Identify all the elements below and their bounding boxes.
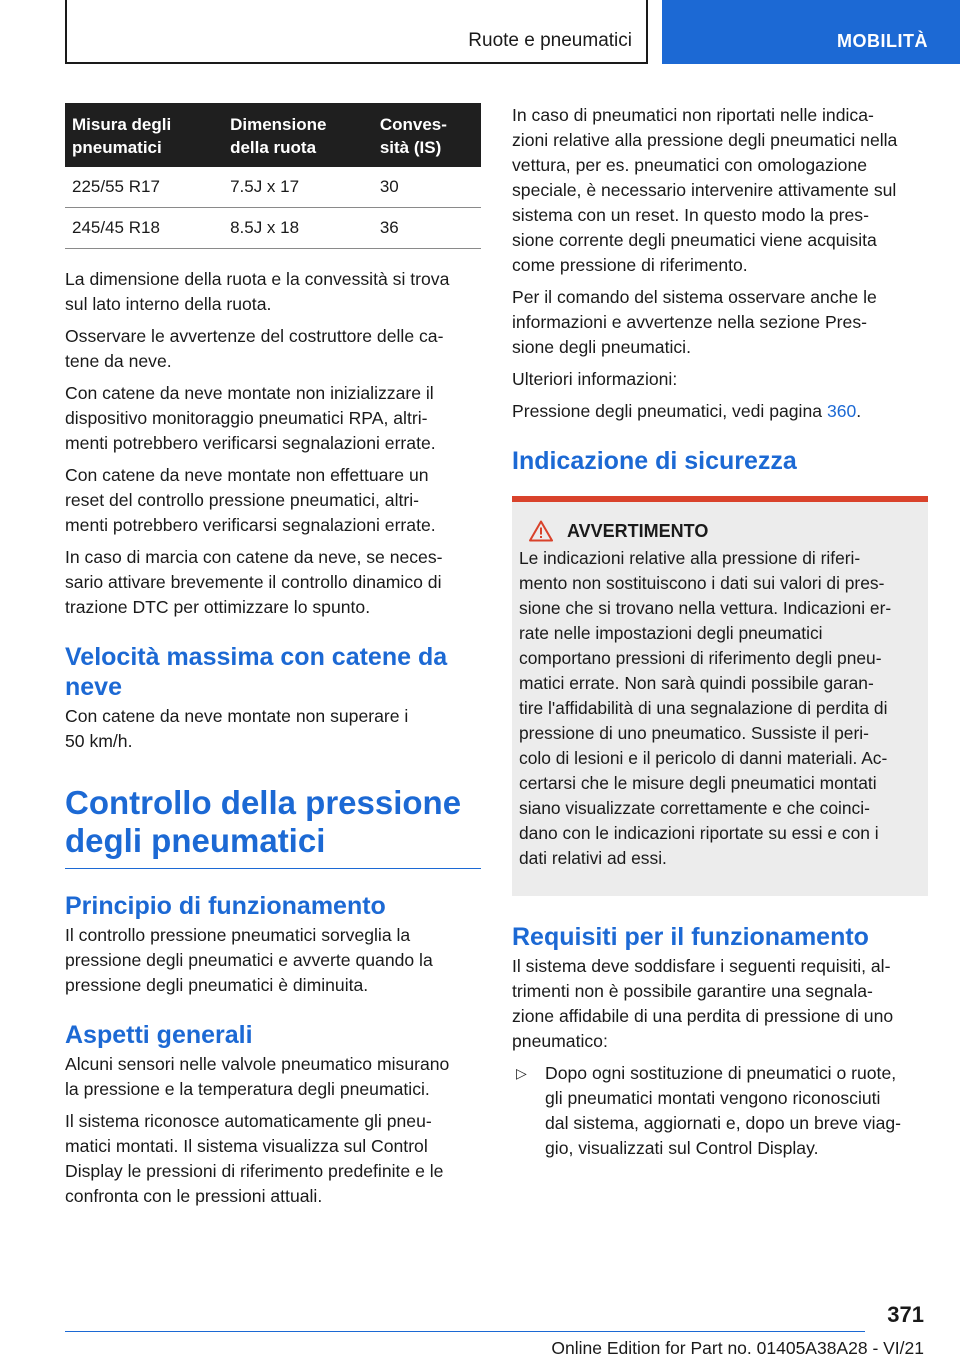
- warning-text: Le indicazioni relative alla pressione di riferi- mento non sostituiscono i dati sui valori di pres- sione che si trovano nella vettura. Indicazioni er- rate nelle impostazioni degli pneumatici comportano pressioni di riferimento degli pneu- matici errate. Non sarà quindi possibile garan- tire l'affidabilità di una segnalazione di perdita di pressione di uno pneumatico. Sussiste il peri- colo di lesioni e il pericolo di danni materiali. Ac- certarsi che le misure degli pneumatici montati siano visualizzate correttamente e che coinci- dano con le indicazioni riportate su essi e con i dati relativi ad essi.: [519, 548, 892, 868]
- heading-requirements: Requisiti per il funzionamento: [512, 923, 869, 951]
- footer-edition: Online Edition for Part no. 01405A38A28 - VI/21: [551, 1338, 924, 1358]
- paragraph-reset: Con catene da neve montate non effettuare un reset del controllo pressione pneumatici, altri- menti potrebbero verificarsi segnalazioni errate.: [65, 465, 436, 535]
- heading-max-speed: Velocità massima con catene da neve: [65, 643, 448, 701]
- chapter-title: MOBILITÀ: [837, 31, 928, 51]
- paragraph-chain-notes: Osservare le avvertenze del costruttore delle ca- tene da neve.: [65, 326, 444, 371]
- tire-spec-table: [65, 103, 481, 249]
- paragraph-rpa: Con catene da neve montate non inizializzare il dispositivo monitoraggio pneumatici RPA, altri- menti potrebbero verificarsi segnalazioni errate.: [65, 383, 436, 453]
- table-cell: 8.5J x 18: [223, 208, 373, 249]
- heading-general: Aspetti generali: [65, 1021, 253, 1049]
- heading-principle: Principio di funzionamento: [65, 892, 386, 920]
- paragraph-requirements: Il sistema deve soddisfare i seguenti requisiti, al- trimenti non è possibile garantire una segnala- zione affidabile di una perdita di pressione di uno pneumatico:: [512, 956, 894, 1051]
- paragraph-dtc: In caso di marcia con catene da neve, se neces- sario attivare brevemente il controllo dinamico di trazione DTC per ottimizzare lo spunto.: [65, 547, 443, 617]
- warning-box: [512, 496, 928, 896]
- page-reference-link[interactable]: 360: [826, 401, 857, 421]
- paragraph-operation: Per il comando del sistema osservare anche le informazioni e avvertenze nella sezione Pres- sione degli pneumatici.: [512, 287, 877, 357]
- requirements-list: [512, 1061, 928, 1161]
- chapter-tab: [662, 0, 960, 64]
- col-header-offset: Conves- sità (IS): [373, 103, 481, 167]
- table-cell: 245/45 R18: [65, 208, 223, 249]
- table-row: [65, 167, 481, 208]
- table-cell: 30: [373, 167, 481, 208]
- table-header-row: [65, 103, 481, 167]
- paragraph-max-speed: Con catene da neve montate non superare i 50 km/h.: [65, 706, 409, 751]
- warning-header: [519, 520, 920, 542]
- table-cell: 36: [373, 208, 481, 249]
- header-frame: [65, 0, 648, 64]
- right-column: [512, 103, 928, 1161]
- bullet-triangle-icon: ▷: [516, 1065, 527, 1081]
- paragraph-principle: Il controllo pressione pneumatici sorveglia la pressione degli pneumatici e avverte quando la pressione degli pneumatici è diminuita.: [65, 925, 433, 995]
- paragraph-more-info: Ulteriori informazioni:: [512, 369, 678, 389]
- paragraph-reference: Pressione degli pneumatici, vedi pagina 360.: [512, 401, 862, 421]
- heading-safety: Indicazione di sicurezza: [512, 447, 797, 475]
- warning-triangle-icon: [529, 520, 553, 542]
- paragraph-recognition: Il sistema riconosce automaticamente gli pneu- matici montati. Il sistema visualizza sul Control Display le pressioni di riferimento predefinite e le confronta con le pressioni attuali.: [65, 1111, 444, 1206]
- footer-divider: [65, 1331, 865, 1332]
- page-number: 371: [887, 1302, 924, 1327]
- table-cell: 225/55 R17: [65, 167, 223, 208]
- list-item: [512, 1061, 928, 1161]
- table-cell: 7.5J x 17: [223, 167, 373, 208]
- paragraph-wheel-size: La dimensione della ruota e la convessità si trova sul lato interno della ruota.: [65, 269, 450, 314]
- section-title: Ruote e pneumatici: [468, 30, 632, 51]
- left-column: [65, 103, 481, 1216]
- paragraph-special-tires: In caso di pneumatici non riportati nelle indica- zioni relative alla pressione degli pneumatici nella vettura, per es. pneumatici con omologazione speciale, è necessario intervenire attivamente sul sistema con un reset. In questo modo la pres- sione corrente degli pneumatici viene acquisita come pressione di riferimento.: [512, 105, 898, 275]
- heading-tire-pressure-control: Controllo della pressione degli pneumatici: [65, 784, 481, 869]
- warning-title: AVVERTIMENTO: [567, 520, 709, 541]
- col-header-wheel-size: Dimensione della ruota: [223, 103, 373, 167]
- table-row: [65, 208, 481, 249]
- paragraph-sensors: Alcuni sensori nelle valvole pneumatico misurano la pressione e la temperatura degli pneumatici.: [65, 1054, 450, 1099]
- list-item-text: Dopo ogni sostituzione di pneumatici o ruote, gli pneumatici montati vengono riconosciuti dal sistema, aggiornati e, dopo un breve viag- gio, visualizzati sul Control Display.: [545, 1063, 901, 1158]
- col-header-tire-size: Misura degli pneumatici: [65, 103, 223, 167]
